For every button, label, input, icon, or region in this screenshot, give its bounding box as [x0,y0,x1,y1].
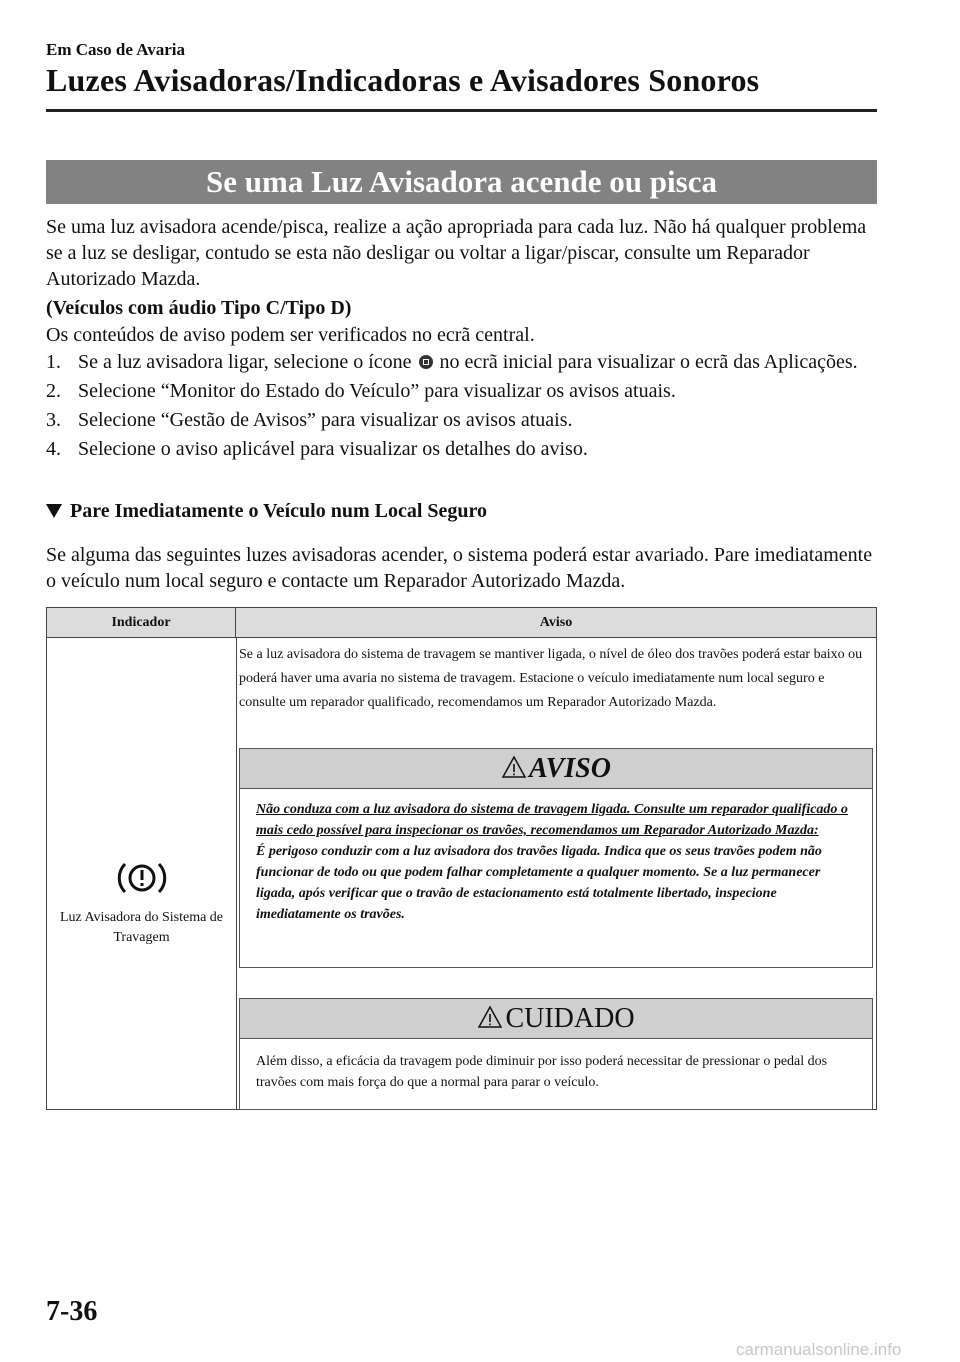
chapter-divider [46,109,877,112]
step-text: Se a luz avisadora ligar, selecione o ícone [78,351,412,373]
warning-triangle-icon [477,1005,503,1029]
cuidado-box [239,998,873,1110]
cuidado-box-header [240,999,872,1039]
aviso-box-title: AVISO [529,753,611,784]
column-header-aviso: Aviso [539,615,573,630]
aviso-box [239,748,873,968]
step-number: 3. [46,409,61,431]
steps-list [46,349,881,465]
aviso-box-header [240,749,872,789]
column-header-indicator: Indicador [47,608,236,637]
step-number: 1. [46,351,61,373]
apps-icon [419,355,433,369]
step-text: Selecione o aviso aplicável para visualizar os detalhes do aviso. [78,438,588,460]
step-text: Selecione “Monitor do Estado do Veículo” para visualizar os avisos atuais. [78,380,676,402]
indicator-cell [47,638,236,1109]
step-number: 4. [46,438,61,460]
column-divider [236,638,237,1109]
step-text-continued: no ecrã inicial para visualizar o ecrã das Aplicações. [439,351,858,373]
vehicle-note: (Veículos com áudio Tipo C/Tipo D) [46,297,352,319]
cuidado-box-title: CUIDADO [505,1003,635,1034]
aviso-cell [239,638,876,1109]
stop-paragraph: Se alguma das seguintes luzes avisadoras acender, o sistema poderá estar avariado. Pare imediatamente o veículo num local seguro e contacte um Reparador Autorizado Mazda. [46,544,873,592]
step-number: 2. [46,380,61,402]
intro-paragraph: Se uma luz avisadora acende/pisca, realize a ação apropriada para cada luz. Não há qualquer problema se a luz se desligar, contudo se esta não desligar ou voltar a ligar/piscar, consulte um Reparador Autorizado Mazda. [46,216,867,290]
page-number: 7-36 [46,1296,98,1327]
aviso-box-underlined: Não conduza com a luz avisadora do sistema de travagem ligada. Consulte um reparador qualificado o mais cedo possível para inspecionar os travões, recomendamos um Reparador Autorizado Mazda: [256,802,848,838]
section-label: Em Caso de Avaria [46,40,185,59]
step-item [46,378,881,404]
chapter-title: Luzes Avisadoras/Indicadoras e Avisadores Sonoros [46,62,760,98]
table-header-row [47,608,876,638]
step-item [46,407,881,433]
cuidado-box-text: Além disso, a eficácia da travagem pode diminuir por isso poderá necessitar de pressionar o pedal dos travões com mais força do que a normal para parar o veículo. [256,1054,828,1090]
warning-table [46,607,877,1110]
brake-warning-icon [115,858,169,898]
subheading-text: Pare Imediatamente o Veículo num Local Seguro [70,500,488,522]
subheading [46,500,487,523]
watermark: carmanualsonline.info [736,1340,902,1359]
content-check-paragraph: Os conteúdos de aviso podem ser verificados no ecrã central. [46,324,535,346]
indicator-label: Luz Avisadora do Sistema de Travagem [59,910,224,945]
step-item [46,349,881,375]
step-text: Selecione “Gestão de Avisos” para visualizar os avisos atuais. [78,409,573,431]
aviso-description: Se a luz avisadora do sistema de travagem se mantiver ligada, o nível de óleo dos travões poderá estar baixo ou poderá haver uma avaria no sistema de travagem. Estacione o veículo imediatamente num local seguro e consulte um reparador qualificado, recomendamos um Reparador Autorizado Mazda. [239,647,863,710]
aviso-box-body [256,799,858,925]
aviso-box-text: É perigoso conduzir com a luz avisadora dos travões ligada. Indica que os seus travões podem não funcionar de todo ou que podem falhar completamente a qualquer momento. Se a luz permanecer ligada, após verificar que o travão de estacionamento está totalmente libertado, inspecione imediatamente os travões. [256,844,822,922]
triangle-bullet-icon [46,504,62,518]
section-banner: Se uma Luz Avisadora acende ou pisca [46,160,877,204]
warning-triangle-icon [501,755,527,779]
step-item [46,436,881,462]
